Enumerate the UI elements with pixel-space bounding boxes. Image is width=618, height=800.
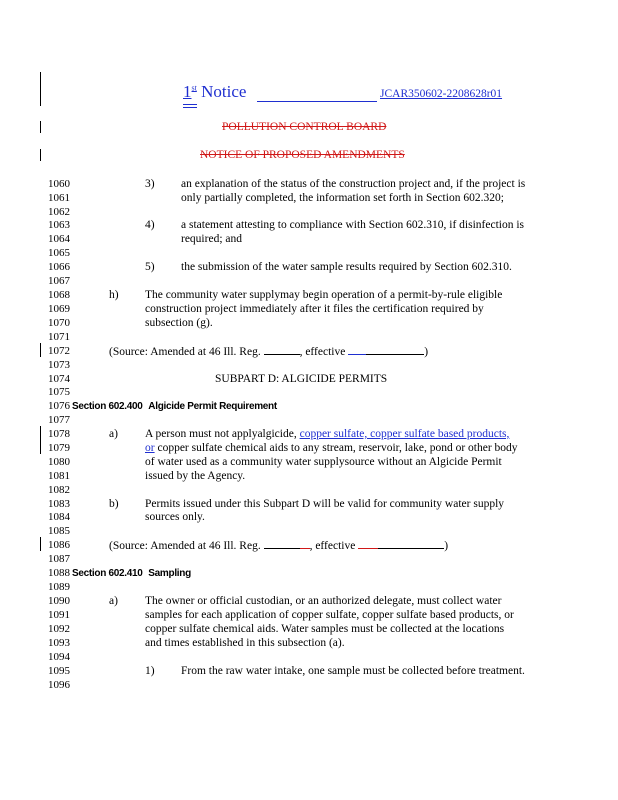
item-text: a statement attesting to compliance with Section 602.310, if disinfection is (181, 219, 525, 231)
source-text: (Source: Amended at 46 Ill. Reg. (109, 540, 264, 552)
item-text: The community water supplymay begin operation of a permit-by-rule eligible (145, 289, 503, 301)
line-number: 1083 (48, 498, 70, 510)
change-bar (40, 537, 41, 551)
item-text: Permits issued under this Subpart D will be valid for community water supply (145, 498, 505, 510)
line-number: 1090 (48, 595, 70, 607)
line-number: 1095 (48, 665, 70, 677)
blank-field (264, 538, 300, 549)
blank-field (348, 344, 366, 355)
item-text: From the raw water intake, one sample must be collected before treatment. (181, 665, 525, 677)
line-number: 1063 (48, 219, 70, 231)
source-note (109, 538, 448, 553)
line-number: 1070 (48, 317, 70, 329)
notice-underline (257, 101, 377, 102)
line-number: 1084 (48, 511, 70, 523)
item-text (145, 441, 518, 455)
inserted-text: copper sulfate, copper sulfate based products, (299, 428, 510, 440)
change-bar (40, 121, 41, 133)
line-number: 1076 (48, 400, 70, 412)
line-number: 1086 (48, 539, 70, 551)
item-text: the submission of the water sample results required by Section 602.310. (181, 261, 512, 273)
source-text: ) (444, 540, 449, 552)
item-text: of water used as a community water supplysource without an Algicide Permit (145, 456, 502, 468)
blank-field (366, 344, 424, 355)
line-number: 1074 (48, 373, 70, 385)
blank-field (300, 538, 310, 549)
blank-field (264, 344, 300, 355)
subpart-heading: SUBPART D: ALGICIDE PERMITS (215, 373, 388, 385)
line-number: 1079 (48, 442, 70, 454)
item-label: 5) (145, 261, 155, 273)
item-text: issued by the Agency. (145, 470, 246, 482)
line-number: 1061 (48, 192, 70, 204)
jcar-code: JCAR350602-2208628r01 (380, 88, 503, 100)
line-number: 1068 (48, 289, 70, 301)
blank-field (358, 538, 378, 549)
notice-heading (183, 82, 246, 102)
inserted-text: or (145, 442, 155, 454)
line-number: 1091 (48, 609, 70, 621)
notice-title: NOTICE OF PROPOSED AMENDMENTS (200, 149, 405, 161)
item-text (145, 427, 509, 441)
item-label: 1) (145, 665, 155, 677)
notice-superscript: st (191, 83, 197, 93)
line-number: 1066 (48, 261, 70, 273)
section-title: Algicide Permit Requirement (148, 401, 277, 412)
line-number: 1077 (48, 414, 70, 426)
item-label: 4) (145, 219, 155, 231)
line-number: 1094 (48, 651, 70, 663)
item-text: The owner or official custodian, or an authorized delegate, must collect water (145, 595, 502, 607)
line-number: 1069 (48, 303, 70, 315)
section-number: Section 602.410 (72, 568, 143, 579)
item-text: only partially completed, the information set forth in Section 602.320; (181, 192, 504, 204)
item-text: copper sulfate chemical aids. Water samples must be collected at the locations (145, 623, 505, 635)
item-text-plain: copper sulfate chemical aids to any stream, reservoir, lake, pond or other body (154, 442, 518, 454)
line-number: 1078 (48, 428, 70, 440)
source-text: (Source: Amended at 46 Ill. Reg. (109, 346, 264, 358)
item-label: b) (109, 498, 119, 510)
change-bar (40, 72, 41, 106)
item-text: construction project immediately after it files the certification required by (145, 303, 484, 315)
change-bar (40, 149, 41, 161)
notice-number: 1 (183, 82, 192, 101)
line-number: 1075 (48, 386, 70, 398)
section-title: Sampling (148, 568, 191, 579)
line-number: 1080 (48, 456, 70, 468)
source-text: , effective (309, 540, 359, 552)
section-heading (72, 566, 191, 581)
line-number: 1093 (48, 637, 70, 649)
section-number: Section 602.400 (72, 401, 143, 412)
line-number: 1062 (48, 206, 70, 218)
line-number: 1087 (48, 553, 70, 565)
item-text-plain: A person must not applyalgicide, (145, 428, 297, 440)
line-number: 1060 (48, 178, 70, 190)
source-text: ) (424, 346, 429, 358)
source-text: , effective (299, 346, 349, 358)
item-text: required; and (181, 233, 242, 245)
notice-double-rule (183, 104, 197, 108)
blank-field (378, 538, 444, 549)
change-bar (40, 426, 41, 454)
line-number: 1088 (48, 567, 70, 579)
line-number: 1072 (48, 345, 70, 357)
section-heading (72, 399, 277, 414)
item-label: a) (109, 428, 118, 440)
line-number: 1071 (48, 331, 70, 343)
source-note (109, 344, 428, 359)
line-number: 1092 (48, 623, 70, 635)
line-number: 1073 (48, 359, 70, 371)
board-title: POLLUTION CONTROL BOARD (222, 121, 387, 133)
item-text: samples for each application of copper sulfate, copper sulfate based products, or (145, 609, 514, 621)
line-number: 1082 (48, 484, 70, 496)
line-number: 1064 (48, 233, 70, 245)
line-number: 1081 (48, 470, 70, 482)
line-number: 1096 (48, 679, 70, 691)
line-number: 1085 (48, 525, 70, 537)
item-label: 3) (145, 178, 155, 190)
change-bar (40, 343, 41, 357)
item-label: a) (109, 595, 118, 607)
item-text: sources only. (145, 511, 205, 523)
line-number: 1065 (48, 247, 70, 259)
line-number: 1089 (48, 581, 70, 593)
notice-word: Notice (201, 82, 247, 101)
item-text: an explanation of the status of the construction project and, if the project is (181, 178, 526, 190)
item-text: and times established in this subsection (a). (145, 637, 345, 649)
item-text: subsection (g). (145, 317, 213, 329)
line-number: 1067 (48, 275, 70, 287)
item-label: h) (109, 289, 119, 301)
